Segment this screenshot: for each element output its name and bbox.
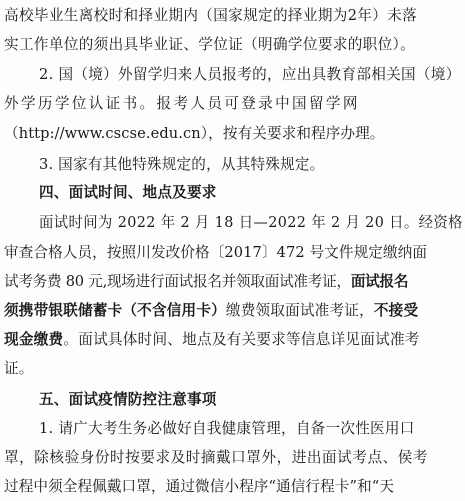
paragraph-line [4,272,408,292]
heading-text: 四、面试时间、地点及要求 [39,184,217,201]
text-segment: 2. 国（境）外留学归来人员报考的，应出具教育部相关国（境） [39,66,461,83]
paragraph-line [4,301,418,321]
website-link-text: （http://www.cscse.edu.cn），按有关要求和程序办理。 [4,125,385,142]
section-heading-interview [39,183,217,203]
paragraph-line [4,330,420,350]
paragraph-line [4,6,417,26]
text-segment: 罩，除核验身份时按要求及时摘戴口罩外，进出面试考点、侯考 [4,449,429,466]
paragraph-line [39,155,324,175]
paragraph-line [39,419,415,439]
paragraph-line [4,477,394,497]
bold-text-segment: 不接受 [373,302,419,319]
text-segment: 1. 请广大考生务必做好自我健康管理，自备一次性医用口 [39,420,415,437]
bold-text-segment: 须携带银联储蓄卡（不含信用卡） [4,302,226,319]
paragraph-line [4,124,385,144]
text-segment: 缴费领取面试准考证 [225,302,360,319]
text-segment: 3. 国家有其他特殊规定的，从其特殊规定。 [39,156,325,173]
paragraph-line [4,243,427,263]
text-segment: 面试时间为 2022 年 2 月 18 日—2022 年 2 月 20 日。经资格 [39,214,463,231]
paragraph-line [39,65,461,85]
paragraph-line [4,94,360,114]
section-heading-epidemic [39,390,217,410]
heading-text: 五、面试疫情防控注意事项 [39,391,217,408]
text-segment: 证。 [4,360,34,377]
text-segment: ， [359,302,374,319]
text-segment: 实工作单位的须出具毕业证、学位证（明确学位要求的职位）。 [4,36,416,53]
paragraph-line [4,448,428,468]
text-segment: 。面试具体时间、地点及有关要求等信息详见面试准考 [63,331,420,348]
text-segment: 过程中须全程佩戴口罩，通过微信小程序“通信行程卡”和“天 [4,478,395,495]
paragraph-line [4,359,34,379]
paragraph-line [39,213,463,233]
text-segment: 试考务费 80 元,现场进行面试报名并领取面试准考证， [4,273,351,290]
text-segment: 高校毕业生离校时和择业期内（国家规定的择业期为2年）未落 [4,7,418,24]
paragraph-line [4,35,415,55]
text-segment: 审查合格人员，按照川发改价格〔2017〕472 号文件规定缴纳面 [4,244,428,261]
text-segment: 外学历学位认证书。报考人员可登录中国留学网 [4,95,360,112]
bold-text-segment: 面试报名 [350,273,409,290]
bold-text-segment: 现金缴费 [4,331,64,348]
